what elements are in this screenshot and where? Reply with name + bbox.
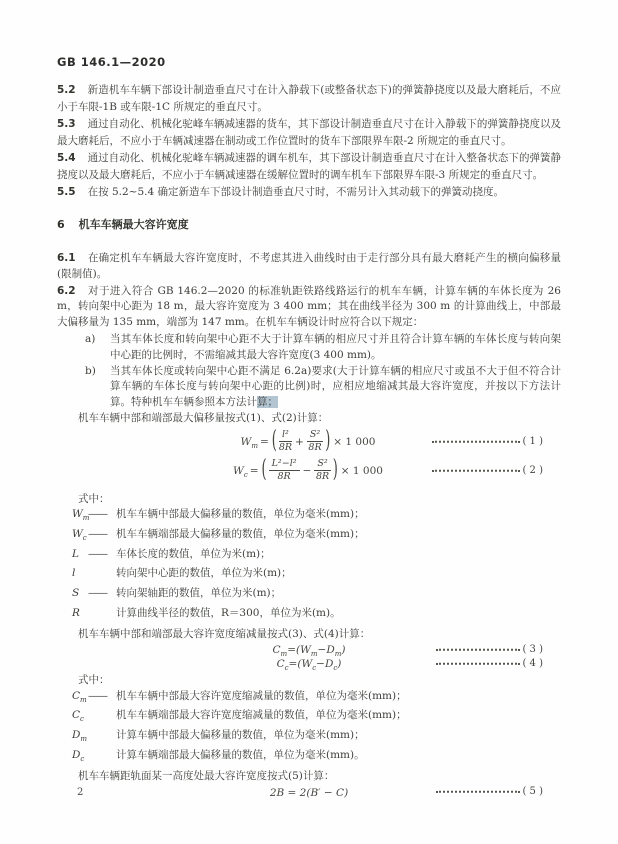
definition-row xyxy=(57,689,561,709)
definition-row xyxy=(57,728,561,748)
dash: —— xyxy=(88,508,107,521)
clause-number: 5.2 xyxy=(57,84,76,96)
var: l xyxy=(72,567,76,580)
formula-4 xyxy=(57,657,561,671)
fraction: $\frac{\text{S²}}{8R}$ xyxy=(315,458,330,483)
definition-text: 车体长度的数值，单位为米(m)； xyxy=(116,547,271,560)
formula-intro-3-4: 机车车辆中部和端部最大容许宽度缩减量按式(3)、式(4)计算： xyxy=(78,628,371,641)
dotted-leader xyxy=(436,649,520,651)
var: W xyxy=(72,508,83,521)
definition-row xyxy=(57,547,561,567)
clause-6-2 xyxy=(57,284,561,331)
subscript: c xyxy=(80,754,85,763)
list-text: 当其车体长度和转向架中心距不大于计算车辆的相应尺寸并且符合计算车辆的车体长度与转向架中心距的比例时，不需缩减其最大容许宽度(3 400 mm)。 xyxy=(110,332,561,361)
dash: —— xyxy=(88,689,107,702)
operator: = xyxy=(249,464,259,477)
equation-4: $C_c=(W_c-D_c)$ xyxy=(276,658,342,673)
var: S xyxy=(72,587,80,600)
clause-number: 5.4 xyxy=(57,152,76,164)
definition-row xyxy=(57,566,561,586)
formula-1 xyxy=(57,428,561,456)
page-number: 2 xyxy=(77,787,84,798)
doc-number: GB 146.1—2020 xyxy=(57,55,166,69)
formula-2 xyxy=(57,457,561,485)
subscript: c xyxy=(243,470,248,479)
where-label-2: 式中： xyxy=(78,674,110,687)
subscript: c xyxy=(82,534,87,543)
paren-close: ) xyxy=(332,455,338,485)
subscript: m xyxy=(80,735,88,744)
fraction: $\frac{\text{L²−l²}}{8R}$ xyxy=(269,459,300,482)
clause-number: 5.5 xyxy=(57,186,76,198)
definition-row xyxy=(57,586,561,606)
formula-intro-1-2: 机车车辆中部和端部最大偏移量按式(1)、式(2)计算： xyxy=(78,411,329,424)
formula-leader xyxy=(436,656,543,673)
formula-label: ( 5 ) xyxy=(522,785,543,797)
formula-leader xyxy=(436,784,543,801)
subscript: m xyxy=(82,514,90,523)
clause-text: 对于进入符合 GB 146.2—2020 的标准轨距铁路线路运行的机车车辆，计算车辆的车体长度为 26 m，转向架中心距为 18 m，最大容许宽度为 3 400 mm；其在曲线半径为 300 m 的计算曲线上，中部最大偏移量为 135 mm，端部为 147 mm。在机车车辆设计时应符合以下规定： xyxy=(57,284,561,329)
dash xyxy=(88,708,116,728)
section-title: 机车车辆最大容许宽度 xyxy=(78,217,189,231)
operator: = xyxy=(259,435,269,448)
definition-row xyxy=(57,748,561,768)
subscript: m xyxy=(80,695,87,704)
dash: —— xyxy=(88,547,107,560)
var: C xyxy=(72,709,81,722)
equation-5: 2B = 2(B′ − C) xyxy=(269,787,349,800)
formula-label: ( 2 ) xyxy=(522,464,543,476)
var: W xyxy=(72,527,83,540)
clause-number: 5.3 xyxy=(57,118,76,130)
fraction: $\frac{\text{S²}}{8R}$ xyxy=(308,429,322,454)
definition-row xyxy=(57,527,561,547)
clause-5-2 xyxy=(57,82,561,115)
clause-5-4 xyxy=(57,150,561,183)
equation-2 xyxy=(233,457,385,489)
clause-text: 新造机车车辆下部设计制造垂直尺寸在计入静载下(或整备状态下)的弹簧静挠度以及最大磨耗后，不应小于车限-1B 或车限-1C 所规定的垂直尺寸。 xyxy=(57,84,561,113)
section-6-heading xyxy=(57,217,561,234)
list-item-a xyxy=(57,332,561,364)
formula-label: ( 1 ) xyxy=(522,435,543,447)
definition-text: 计算曲线半径的数值，R＝300，单位为米(m)。 xyxy=(116,606,341,619)
dash: —— xyxy=(88,587,107,600)
paren-close: ) xyxy=(325,426,331,456)
clause-text: 通过自动化、机械化驼峰车辆减速器的调车机车，其下部设计制造垂直尺寸在计入整备状态下的弹簧静挠度以及最大磨耗后，不应小于车辆减速器在缓解位置时的调车机车下部限界车限-3 所规定的垂直尺寸。 xyxy=(57,152,561,181)
dotted-leader xyxy=(432,441,520,443)
dash xyxy=(88,566,116,586)
definition-row xyxy=(57,708,561,728)
var: R xyxy=(72,606,80,619)
definition-text: 转向架轴距的数值，单位为米(m)； xyxy=(116,587,282,600)
clause-text: 通过自动化、机械化驼峰车辆减速器的货车，其下部设计制造垂直尺寸在计入静载下的弹簧静挠度以及最大磨耗后，不应小于车辆减速器在制动或工作位置时的货车下部限界车限-2 所规定的垂直尺寸。 xyxy=(57,118,561,147)
list-item-b xyxy=(57,364,561,411)
paren-open: ( xyxy=(271,426,277,456)
var: D xyxy=(72,729,81,742)
clause-number: 6.1 xyxy=(57,252,76,264)
definition-row xyxy=(57,507,561,527)
dash xyxy=(88,728,116,748)
clause-6-1 xyxy=(57,251,561,283)
subscript: c xyxy=(80,715,84,724)
dotted-leader xyxy=(436,663,520,665)
dash xyxy=(88,748,116,768)
clause-text: 在按 5.2~5.4 确定新造车下部设计制造垂直尺寸时，不需另计入其动载下的弹簧动挠度。 xyxy=(87,186,504,198)
definition-row xyxy=(57,606,561,626)
list-text: 当其车体长度或转向架中心距不满足 6.2a)要求(大于计算车辆的相应尺寸或虽不大于但不符合计算车辆的车体长度与转向架中心距的比例)时，应相应地缩减其最大容许宽度，并按以下方法计算。特种机车车辆参照本方法计 xyxy=(110,364,561,409)
list-marker: a) xyxy=(85,332,96,345)
definition-text: 计算车辆端部最大偏移量的数值，单位为毫米(mm)。 xyxy=(116,748,365,761)
page-body xyxy=(57,82,561,799)
formula-5 xyxy=(57,785,561,799)
formula-label: ( 3 ) xyxy=(522,643,543,655)
formula-intro-5: 机车车辆距轨面某一高度处最大容许宽度按式(5)计算： xyxy=(78,770,335,783)
operator: − xyxy=(302,464,312,477)
subscript: m xyxy=(251,441,258,450)
definition-text: 机车车辆中部最大容许宽度缩减量的数值，单位为毫米(mm)； xyxy=(116,689,407,702)
definition-text: 机车车辆中部最大偏移量的数值，单位为毫米(mm)； xyxy=(116,508,365,521)
clause-5-3 xyxy=(57,116,561,149)
equation-3: $C_m=(W_m-D_m)$ xyxy=(272,644,346,659)
dash xyxy=(88,606,116,626)
fraction: $\frac{\text{l²}}{8R}$ xyxy=(278,429,293,454)
var: L xyxy=(72,547,79,560)
definition-text: 机车车辆端部最大偏移量的数值，单位为毫米(mm)； xyxy=(116,527,365,540)
clause-text: 在确定机车车辆最大容许宽度时，不考虑其进入曲线时由于走行部分具有最大磨耗产生的横向偏移量(限制值)。 xyxy=(57,252,561,280)
definition-text: 转向架中心距的数值，单位为米(m)； xyxy=(116,567,292,580)
var: W xyxy=(240,435,252,448)
where-label-1: 式中： xyxy=(78,492,110,505)
dash: —— xyxy=(88,527,107,540)
formula-leader xyxy=(432,434,543,451)
formula-leader xyxy=(432,463,543,480)
var: D xyxy=(72,748,81,761)
operator: × 1 000 xyxy=(333,435,376,448)
formula-label: ( 4 ) xyxy=(522,657,543,669)
clause-number: 6.2 xyxy=(57,284,76,297)
definition-text: 计算车辆中部最大偏移量的数值，单位为毫米(mm)； xyxy=(116,729,365,742)
dotted-leader xyxy=(436,791,520,793)
list-marker: b) xyxy=(85,364,96,377)
dotted-leader xyxy=(432,470,520,472)
var: W xyxy=(233,464,244,477)
section-number: 6 xyxy=(57,217,65,231)
operator: + xyxy=(295,435,304,448)
text-selection-highlight: 算； xyxy=(257,396,278,409)
clause-5-5 xyxy=(57,184,561,201)
var: C xyxy=(72,689,81,702)
paren-open: ( xyxy=(261,455,267,485)
definition-text: 机车车辆端部最大容许宽度缩减量的数值，单位为毫米(mm)； xyxy=(116,709,407,722)
operator: × 1 000 xyxy=(340,464,383,477)
